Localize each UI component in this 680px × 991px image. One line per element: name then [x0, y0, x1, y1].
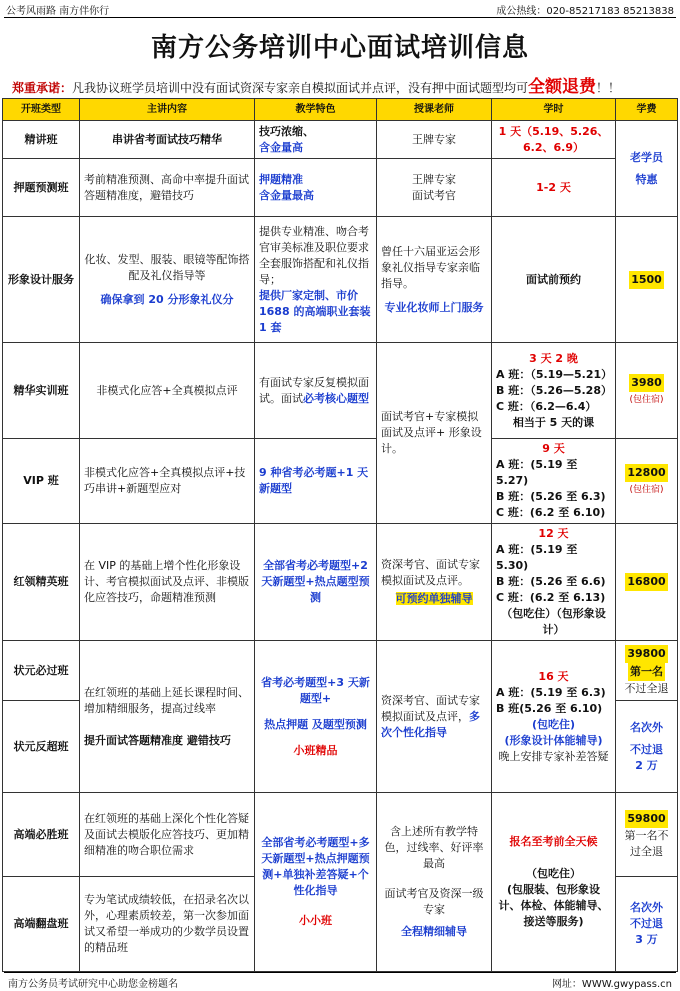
promise-label: 郑重承诺：: [12, 81, 73, 95]
hours-cell: 1 天（5.19、5.26、6.2、6.9）: [492, 121, 616, 159]
type-cell: 精讲班: [3, 121, 80, 159]
hours-cell: 12 天 A 班：(5.19 至 5.30) B 班：(5.26 至 6.6) C 班：(6.2 至 6.13) （包吃住）（包形象设计）: [492, 524, 616, 641]
col-fee: 学费: [616, 99, 678, 121]
fee-cell: 39800 第一名 不过全退: [616, 641, 678, 701]
footer-divider: [4, 972, 676, 973]
header-divider: [4, 17, 676, 18]
col-content: 主讲内容: [80, 99, 255, 121]
top-header: [6, 2, 674, 16]
footer-url: 网址：WWW.gwypass.cn: [551, 979, 672, 990]
promise-text: 凡我协议班学员培训中没有面试资深专家亲自模拟面试并点评，没有押中面试题型均可: [72, 81, 529, 95]
content-cell: 在红领班的基础上深化个性化答疑及面试去模版化应答技巧、更加精细精准的吻合职位需求: [80, 793, 255, 877]
fee-cell: 3980 (包住宿): [616, 343, 678, 439]
teacher-cell: 面试考官+专家模拟面试及点评+ 形象设计。: [377, 343, 492, 524]
footer: [8, 975, 672, 990]
fee-cell: 16800: [616, 524, 678, 641]
content-cell: 专为笔试成绩较低，在招录名次以外，心理素质较差，第一次参加面试又希望一举成功的少数学员设置的精品班: [80, 877, 255, 972]
type-cell: 红领精英班: [3, 524, 80, 641]
feature-cell: 有面试专家反复模拟面试。面试必考核心题型: [255, 343, 377, 439]
footer-slogan: 南方公务员考试研究中心助您金榜题名: [8, 979, 178, 990]
fee-cell: 12800 (包住宿): [616, 439, 678, 524]
content-cell: 化妆、发型、服装、眼镜等配饰搭配及礼仪指导等 确保拿到 20 分形象礼仪分: [80, 217, 255, 343]
course-table: [2, 98, 678, 972]
table-row: [3, 524, 678, 641]
teacher-cell: 含上述所有教学特色，过线率、好评率最高 面试考官及资深一级专家 全程精细辅导: [377, 793, 492, 972]
fee-cell: 名次外 不过退 2 万: [616, 701, 678, 793]
type-cell: 状元必过班: [3, 641, 80, 701]
table-row: [3, 793, 678, 877]
type-cell: 精华实训班: [3, 343, 80, 439]
promise-emph: 全额退费: [528, 77, 597, 97]
table-row: [3, 343, 678, 439]
teacher-cell: 资深考官、面试专家模拟面试及点评，多次个性化指导: [377, 641, 492, 793]
hours-cell: 1-2 天: [492, 159, 616, 217]
fee-cell: 59800 第一名不过全退: [616, 793, 678, 877]
table-row: [3, 159, 678, 217]
feature-cell: 押题精准 含金量最高: [255, 159, 377, 217]
type-cell: 高端必胜班: [3, 793, 80, 877]
hours-cell: 9 天 A 班：(5.19 至 5.27) B 班：(5.26 至 6.3) C 班：(6.2 至 6.10): [492, 439, 616, 524]
teacher-cell: 曾任十六届亚运会形象礼仪指导专家亲临指导。 专业化妆师上门服务: [377, 217, 492, 343]
table-header-row: [3, 99, 678, 121]
content-cell: 非模式化应答+全真模拟点评+技巧串讲+新题型应对: [80, 439, 255, 524]
feature-cell: 9 种省考必考题+1 天新题型: [255, 439, 377, 524]
col-feature: 教学特色: [255, 99, 377, 121]
content-cell: 串讲省考面试技巧精华: [80, 121, 255, 159]
col-type: 开班类型: [3, 99, 80, 121]
type-cell: 状元反超班: [3, 701, 80, 793]
content-cell: 在 VIP 的基础上增个性化形象设计、考官模拟面试及点评、非模版化应答技巧，命题精准预测: [80, 524, 255, 641]
feature-cell: 提供专业精准、吻合考官审美标准及职位要求全套服饰搭配和礼仪指导； 提供厂家定制、市价 1688 的高端职业套装 1 套: [255, 217, 377, 343]
teacher-cell: 资深考官、面试专家模拟面试及点评。 可预约单独辅导: [377, 524, 492, 641]
hours-cell: 面试前预约: [492, 217, 616, 343]
content-cell: 考前精准预测、高命中率提升面试答题精准度，避错技巧: [80, 159, 255, 217]
fee-cell: 老学员 特惠: [616, 121, 678, 217]
page-title: 南方公务培训中心面试培训信息: [150, 33, 529, 63]
hours-cell: 16 天 A 班：(5.19 至 6.3) B 班(5.26 至 6.10) (包吃住) (形象设计体能辅导) 晚上安排专家补差答疑: [492, 641, 616, 793]
promise-line: [12, 72, 672, 97]
type-cell: 高端翻盘班: [3, 877, 80, 972]
type-cell: VIP 班: [3, 439, 80, 524]
fee-cell: 名次外 不过退 3 万: [616, 877, 678, 972]
col-hours: 学时: [492, 99, 616, 121]
feature-cell: 全部省考必考题型+多天新题型+热点押题预测+单独补差答疑+个性化指导 小小班: [255, 793, 377, 972]
table-row: [3, 217, 678, 343]
promise-end: ！！: [596, 81, 621, 95]
hours-cell: 3 天 2 晚 A 班：（5.19—5.21） B 班：（5.26—5.28） C 班：（6.2—6.4） 相当于 5 天的课: [492, 343, 616, 439]
feature-cell: 省考必考题型+3 天新题型+ 热点押题 及题型预测 小班精品: [255, 641, 377, 793]
feature-cell: 技巧浓缩、 含金量高: [255, 121, 377, 159]
fee-cell: 1500: [616, 217, 678, 343]
hours-cell: 报名至考前全天候 （包吃住） (包服装、包形象设计、体检、体能辅导、接送等服务): [492, 793, 616, 972]
slogan: 公考风雨路 南方伴你行: [6, 6, 110, 17]
feature-cell: 全部省考必考题型+2 天新题型+热点题型预测: [255, 524, 377, 641]
content-cell: 在红领班的基础上延长课程时间、增加精细服务，提高过线率 提升面试答题精准度 避错技巧: [80, 641, 255, 793]
type-cell: 押题预测班: [3, 159, 80, 217]
col-teacher: 授课老师: [377, 99, 492, 121]
content-cell: 非模式化应答+全真模拟点评: [80, 343, 255, 439]
teacher-cell: 王牌专家: [377, 121, 492, 159]
table-row: [3, 121, 678, 159]
teacher-cell: 王牌专家 面试考官: [377, 159, 492, 217]
type-cell: 形象设计服务: [3, 217, 80, 343]
table-row: [3, 439, 678, 524]
hotline: 成公热线：020-85217183 85213838: [496, 6, 674, 17]
table-row: [3, 641, 678, 701]
